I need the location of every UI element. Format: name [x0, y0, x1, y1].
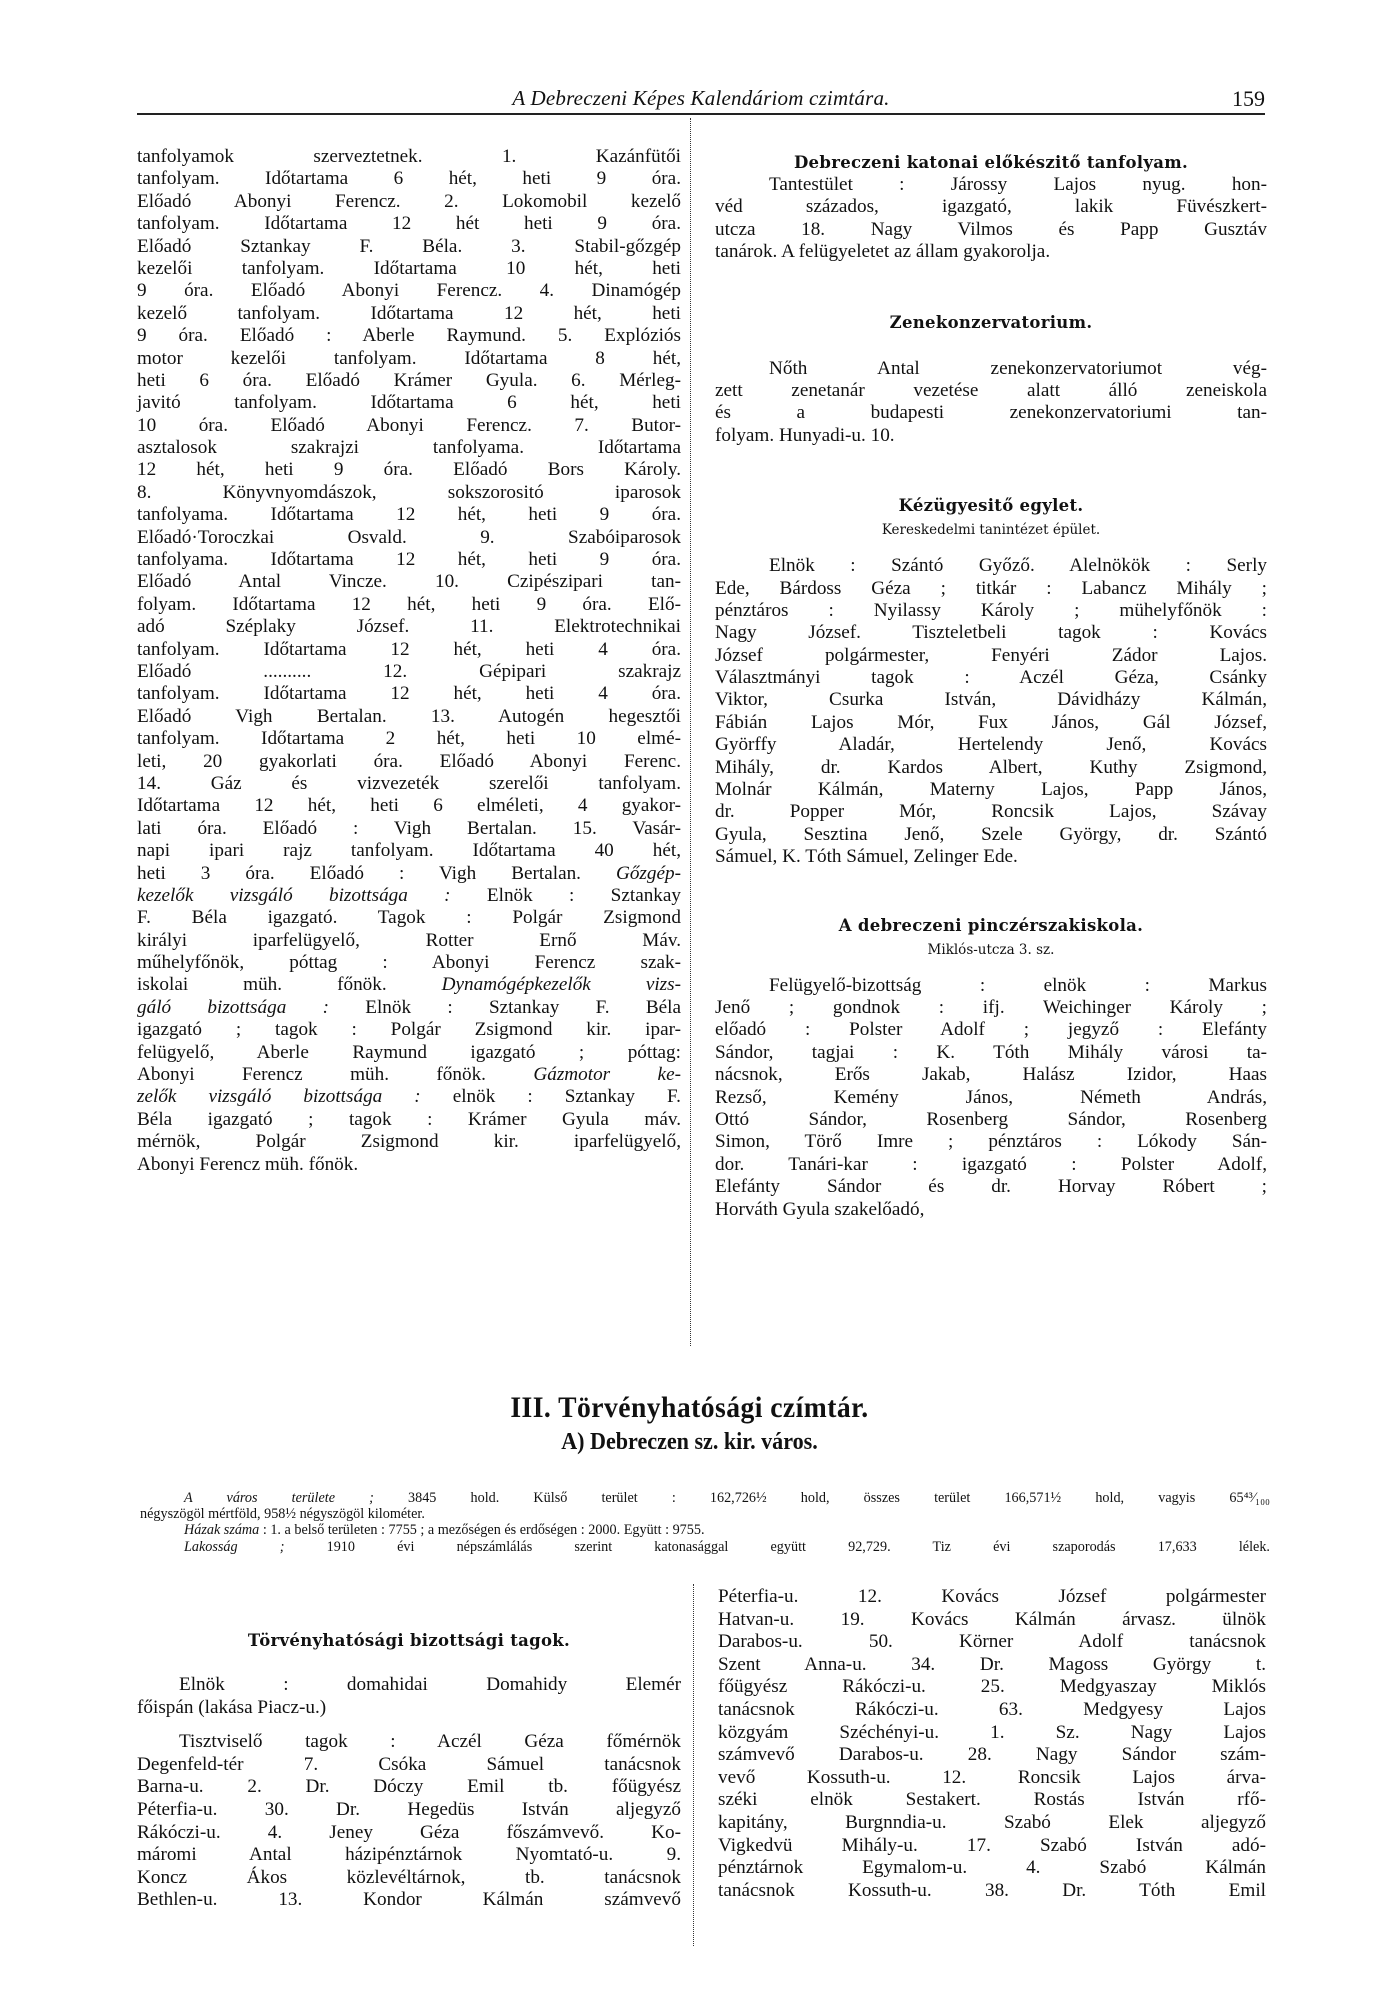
italic-committee-title: gáló bizottsága :: [137, 996, 329, 1018]
text-line: Előadó Antal Vincze. 10. Czipészipari tan-: [137, 571, 681, 593]
text-line: műhelyfőnök, póttag : Abonyi Ferencz szak-: [137, 952, 681, 974]
text-line: [137, 1086, 681, 1108]
text-line: motor kezelői tanfolyam. Időtartama 8 hét,: [137, 347, 681, 369]
text-line: előadó : Polster Adolf ; jegyző : Elefánty: [715, 1019, 1267, 1041]
text-line: Előadó Vigh Bertalan. 13. Autogén hegesztői: [137, 705, 681, 727]
text-line: [137, 885, 681, 907]
text-line: Sándor, tagjai : K. Tóth Mihály városi ta-: [715, 1041, 1267, 1063]
upper-right-column: [715, 152, 1267, 1221]
stat-label: Házak száma: [184, 1522, 260, 1539]
text-line: tanfolyam. Időtartama 2 hét, heti 10 elmé-: [137, 728, 681, 750]
text-line: Simon, Törő Imre ; pénztáros : Lókody Sán-: [715, 1131, 1267, 1153]
column-divider-lower: [693, 1584, 694, 1946]
text-line: Viktor, Csurka István, Dávidházy Kálmán,: [715, 689, 1267, 711]
text-line: dr. Popper Mór, Roncsik Lajos, Szávay: [715, 801, 1267, 823]
text-line: utcza 18. Nagy Vilmos és Papp Gusztáv: [715, 218, 1267, 240]
text-line: [137, 1064, 681, 1086]
italic-committee-title: kezelők vizsgáló bizottsága :: [137, 884, 451, 906]
text-line: Felügyelő-bizottság : elnök : Markus: [769, 974, 1267, 996]
text-line: Ottó Sándor, Rosenberg Sándor, Rosenberg: [715, 1108, 1267, 1130]
text-line: Választmányi tagok : Aczél Géza, Csánky: [715, 667, 1267, 689]
page-number: 159: [1232, 86, 1265, 111]
text-line: Béla igazgató ; tagok : Krámer Gyula máv.: [137, 1108, 681, 1130]
stat-houses: [140, 1522, 1270, 1538]
text-run: elnök : Sztankay F.: [420, 1086, 681, 1108]
text-line: Fábián Lajos Mór, Fux János, Gál József,: [715, 711, 1267, 733]
text-line: máromi Antal házipénztárnok Nyomtató-u. 9.: [137, 1844, 681, 1866]
text-line: Elefánty Sándor és dr. Horvay Róbert ;: [715, 1176, 1267, 1198]
text-line: [137, 863, 681, 885]
text-line: Szent Anna-u. 34. Dr. Magoss György t.: [718, 1653, 1266, 1675]
text-line: tanfolyam. Időtartama 12 hét heti 9 óra.: [137, 213, 681, 235]
text-line: napi ipari rajz tanfolyam. Időtartama 40 hét,: [137, 840, 681, 862]
running-header: [137, 86, 1265, 110]
text-line: mérnök, Polgár Zsigmond kir. iparfelügyelő,: [137, 1131, 681, 1153]
text-line: és a budapesti zenekonzervatoriumi tan-: [715, 402, 1267, 424]
part-title: III. Törvényhatósági czímtár.: [510, 1391, 869, 1424]
text-line: Tisztviselő tagok : Aczél Géza főmérnök: [179, 1731, 681, 1753]
stat-label: Lakosság ;: [184, 1538, 285, 1555]
text-line: lati óra. Előadó : Vigh Bertalan. 15. Vasár-: [137, 817, 681, 839]
text-line: Elnök : domahidai Domahidy Elemér: [179, 1674, 681, 1695]
text-line: felügyelő, Aberle Raymund igazgató ; póttag:: [137, 1041, 681, 1063]
text-line: Nőth Antal zenekonzervatoriumot vég-: [769, 357, 1267, 379]
text-line: kezelő tanfolyam. Időtartama 12 hét, heti: [137, 302, 681, 324]
text-line: tanácsnok Kossuth-u. 38. Dr. Tóth Emil: [718, 1879, 1266, 1901]
text-line: Tantestület : Járossy Lajos nyug. hon-: [769, 174, 1267, 195]
text-line: tanácsnok Rákóczi-u. 63. Medgyesy Lajos: [718, 1698, 1266, 1720]
text-line: Barna-u. 2. Dr. Dóczy Emil tb. főügyész: [137, 1776, 681, 1798]
text-line: F. Béla igazgató. Tagok : Polgár Zsigmond: [137, 907, 681, 929]
text-line: Előadó Sztankay F. Béla. 3. Stabil-gőzgép: [137, 235, 681, 257]
text-line: Molnár Kálmán, Materny Lajos, Papp János,: [715, 779, 1267, 801]
text-line: folyam. Időtartama 12 hét, heti 9 óra. Elő-: [137, 593, 681, 615]
text-line: Nagy József. Tiszteletbeli tagok : Kovács: [715, 622, 1267, 644]
text-line: tanfolyam. Időtartama 12 hét, heti 4 óra.: [137, 638, 681, 660]
text-line: Péterfia-u. 12. Kovács József polgármester: [718, 1586, 1266, 1607]
text-line: pénztárnok Egymalom-u. 4. Szabó Kálmán: [718, 1857, 1266, 1879]
text-line: heti 6 óra. Előadó Krámer Gyula. 6. Mérleg-: [137, 369, 681, 391]
italic-committee-title: Dynamógépkezelők vizs-: [441, 974, 682, 996]
text-line: pénztáros : Nyilassy Károly ; mühelyfőnök :: [715, 599, 1267, 621]
lower-right-column: [718, 1586, 1266, 1902]
text-line: Péterfia-u. 30. Dr. Hegedüs István aljegyző: [137, 1798, 681, 1820]
text-line: 9 óra. Előadó : Aberle Raymund. 5. Explóziós: [137, 325, 681, 347]
stat-area-continued: négyszögöl mértföld, 958½ négyszögöl kilométer.: [140, 1506, 425, 1523]
text-line: Jenő ; gondnok : ifj. Weichinger Károly ;: [715, 996, 1267, 1018]
text-line: tanfolyam. Időtartama 6 hét, heti 9 óra.: [137, 168, 681, 190]
text-line: számvevő Darabos-u. 28. Nagy Sándor szám-: [718, 1744, 1266, 1766]
section-heading: Kézügyesitő egylet.: [898, 496, 1084, 516]
text-line: javitó tanfolyam. Időtartama 6 hét, heti: [137, 392, 681, 414]
text-line: 8. Könyvnyomdászok, sokszorositó iparosok: [137, 481, 681, 503]
stat-value: : 1. a belső területen : 7755 ; a mezőségen és erdőségen : 2000. Együtt : 9755.: [259, 1522, 705, 1539]
text-line: Mihály, dr. Kardos Albert, Kuthy Zsigmond,: [715, 756, 1267, 778]
section-subheading: Miklós-utcza 3. sz.: [927, 941, 1055, 958]
section-conservatory: [715, 312, 1267, 448]
text-line: zett zenetanár vezetése alatt álló zeneiskola: [715, 379, 1267, 401]
text-line: Györffy Aladár, Hertelendy Jenő, Kovács: [715, 734, 1267, 756]
text-line: Rezső, Kemény János, Németh András,: [715, 1086, 1267, 1108]
text-line: igazgató ; tagok : Polgár Zsigmond kir. ipar-: [137, 1019, 681, 1041]
text-line: széki elnök Sestakert. Rostás István rfő-: [718, 1789, 1266, 1811]
section-heading: A debreczeni pinczérszakiskola.: [838, 915, 1144, 935]
text-line: tanfolyama. Időtartama 12 hét, heti 9 óra.: [137, 549, 681, 571]
text-line: Bethlen-u. 13. Kondor Kálmán számvevő: [137, 1889, 681, 1911]
text-line: dor. Tanári-kar : igazgató : Polster Adolf,: [715, 1153, 1267, 1175]
lower-left-column: [137, 1630, 681, 1912]
section-heading: Törvényhatósági bizottsági tagok.: [247, 1631, 571, 1650]
city-statistics: [140, 1490, 1270, 1555]
text-line: Abonyi Ferencz müh. főnök.: [137, 1153, 359, 1175]
running-title: A Debreczeni Képes Kalendáriom czimtára.: [512, 86, 890, 110]
text-line: főügyész Rákóczi-u. 25. Medgyaszay Miklós: [718, 1676, 1266, 1698]
text-line: Előadó·Toroczkai Osvald. 9. Szabóiparosok: [137, 526, 681, 548]
text-line: tanfolyamok szerveztetnek. 1. Kazánfütői: [137, 146, 681, 167]
section-military-prep-course: [715, 152, 1267, 264]
stat-area: [140, 1490, 1270, 1506]
text-line: Koncz Ákos közlevéltárnok, tb. tanácsnok: [137, 1866, 681, 1888]
text-line: közgyám Széchényi-u. 1. Sz. Nagy Lajos: [718, 1721, 1266, 1743]
text-line: véd százados, igazgató, lakik Füvészkert-: [715, 196, 1267, 218]
section-heading: Zenekonzervatorium.: [889, 312, 1093, 332]
text-line: adó Széplaky József. 11. Elektrotechnikai: [137, 616, 681, 638]
text-line: Időtartama 12 hét, heti 6 elméleti, 4 gyakor-: [137, 795, 681, 817]
text-line: Gyula, Sesztina Jenő, Szele György, dr. Szántó: [715, 823, 1267, 845]
text-line: Darabos-u. 50. Körner Adolf tanácsnok: [718, 1631, 1266, 1653]
text-line: [137, 997, 681, 1019]
text-run: heti 3 óra. Előadó : Vigh Bertalan.: [137, 862, 616, 884]
text-line: József polgármester, Fenyéri Zádor Lajos.: [715, 644, 1267, 666]
text-line: királyi iparfelügyelő, Rotter Ernő Máv.: [137, 929, 681, 951]
text-line: 12 hét, heti 9 óra. Előadó Bors Károly.: [137, 459, 681, 481]
part-subtitle: A) Debreczen sz. kir. város.: [561, 1429, 818, 1455]
section-heading: Debreczeni katonai előkészitő tanfolyam.: [793, 153, 1189, 172]
text-line: Horváth Gyula szakelőadó,: [715, 1198, 925, 1220]
section-handicraft-association: [715, 495, 1267, 868]
text-line: folyam. Hunyadi-u. 10.: [715, 424, 895, 446]
text-line: leti, 20 gyakorlati óra. Előadó Abonyi Ferenc.: [137, 750, 681, 772]
text-line: tanfolyam. Időtartama 12 hét, heti 4 óra.: [137, 683, 681, 705]
text-line: Rákóczi-u. 4. Jeney Géza főszámvevő. Ko-: [137, 1821, 681, 1843]
text-line: Ede, Bárdoss Géza ; titkár : Labancz Mihály ;: [715, 577, 1267, 599]
italic-committee-title: zelők vizsgáló bizottsága :: [137, 1086, 421, 1108]
text-line: tanárok. A felügyeletet az állam gyakorolja.: [715, 241, 1051, 263]
text-line: Elnök : Szántó Győző. Alelnökök : Serly: [769, 555, 1267, 577]
text-line: Sámuel, K. Tóth Sámuel, Zelinger Ede.: [715, 846, 1018, 868]
upper-left-column: [137, 146, 681, 1176]
text-run: Elnök : Sztankay: [450, 884, 682, 906]
text-line: nácsnok, Erős Jakab, Halász Izidor, Haas: [715, 1064, 1267, 1086]
text-line: Vigkedvü Mihály-u. 17. Szabó István adó-: [718, 1834, 1266, 1856]
stat-value: 1910 évi népszámlálás szerint katonasággal együtt 92,729. Tiz évi szaporodás 17,633 lélek.: [284, 1538, 1270, 1555]
text-line: 14. Gáz és vizvezeték szerelői tanfolyam.: [137, 772, 681, 794]
text-line: Hatvan-u. 19. Kovács Kálmán árvasz. ülnök: [718, 1608, 1266, 1630]
text-line: kapitány, Burgnndia-u. Szabó Elek aljegyző: [718, 1811, 1266, 1833]
text-line: Degenfeld-tér 7. Csóka Sámuel tanácsnok: [137, 1753, 681, 1775]
stat-label: A város területe ;: [184, 1490, 374, 1506]
column-divider-upper: [690, 118, 691, 1346]
text-run: Elnök : Sztankay F. Béla: [328, 996, 681, 1018]
italic-committee-title: Gázmotor ke-: [533, 1064, 681, 1086]
text-line: tanfolyama. Időtartama 12 hét, heti 9 óra.: [137, 504, 681, 526]
text-line: kezelői tanfolyam. Időtartama 10 hét, heti: [137, 257, 681, 279]
stat-population: [140, 1539, 1270, 1555]
text-line: 10 óra. Előadó Abonyi Ferencz. 7. Butor-: [137, 414, 681, 436]
text-line: 9 óra. Előadó Abonyi Ferencz. 4. Dinamógép: [137, 280, 681, 302]
text-line: asztalosok szakrajzi tanfolyama. Időtartama: [137, 437, 681, 459]
text-line: Előadó Abonyi Ferencz. 2. Lokomobil kezelő: [137, 190, 681, 212]
stat-value: 3845 hold. Külső terület : 162,726½ hold, összes terület 166,571½ hold, vagyis 65⁴³⁄₁₀₀: [373, 1490, 1271, 1506]
text-line: Előadó .......... 12. Gépipari szakrajz: [137, 660, 681, 682]
header-rule: [137, 113, 1265, 115]
text-line: [137, 974, 681, 996]
section-subheading: Kereskedelmi tanintézet épület.: [881, 522, 1101, 539]
text-line: vevő Kossuth-u. 12. Roncsik Lajos árva-: [718, 1766, 1266, 1788]
section-waiter-school: [715, 915, 1267, 1221]
text-run: Abonyi Ferencz müh. főnök.: [137, 1064, 534, 1086]
text-run: iskolai müh. főnök.: [137, 974, 442, 996]
italic-committee-title: Gőzgép-: [615, 862, 681, 884]
text-line: főispán (lakása Piacz-u.): [137, 1696, 327, 1718]
